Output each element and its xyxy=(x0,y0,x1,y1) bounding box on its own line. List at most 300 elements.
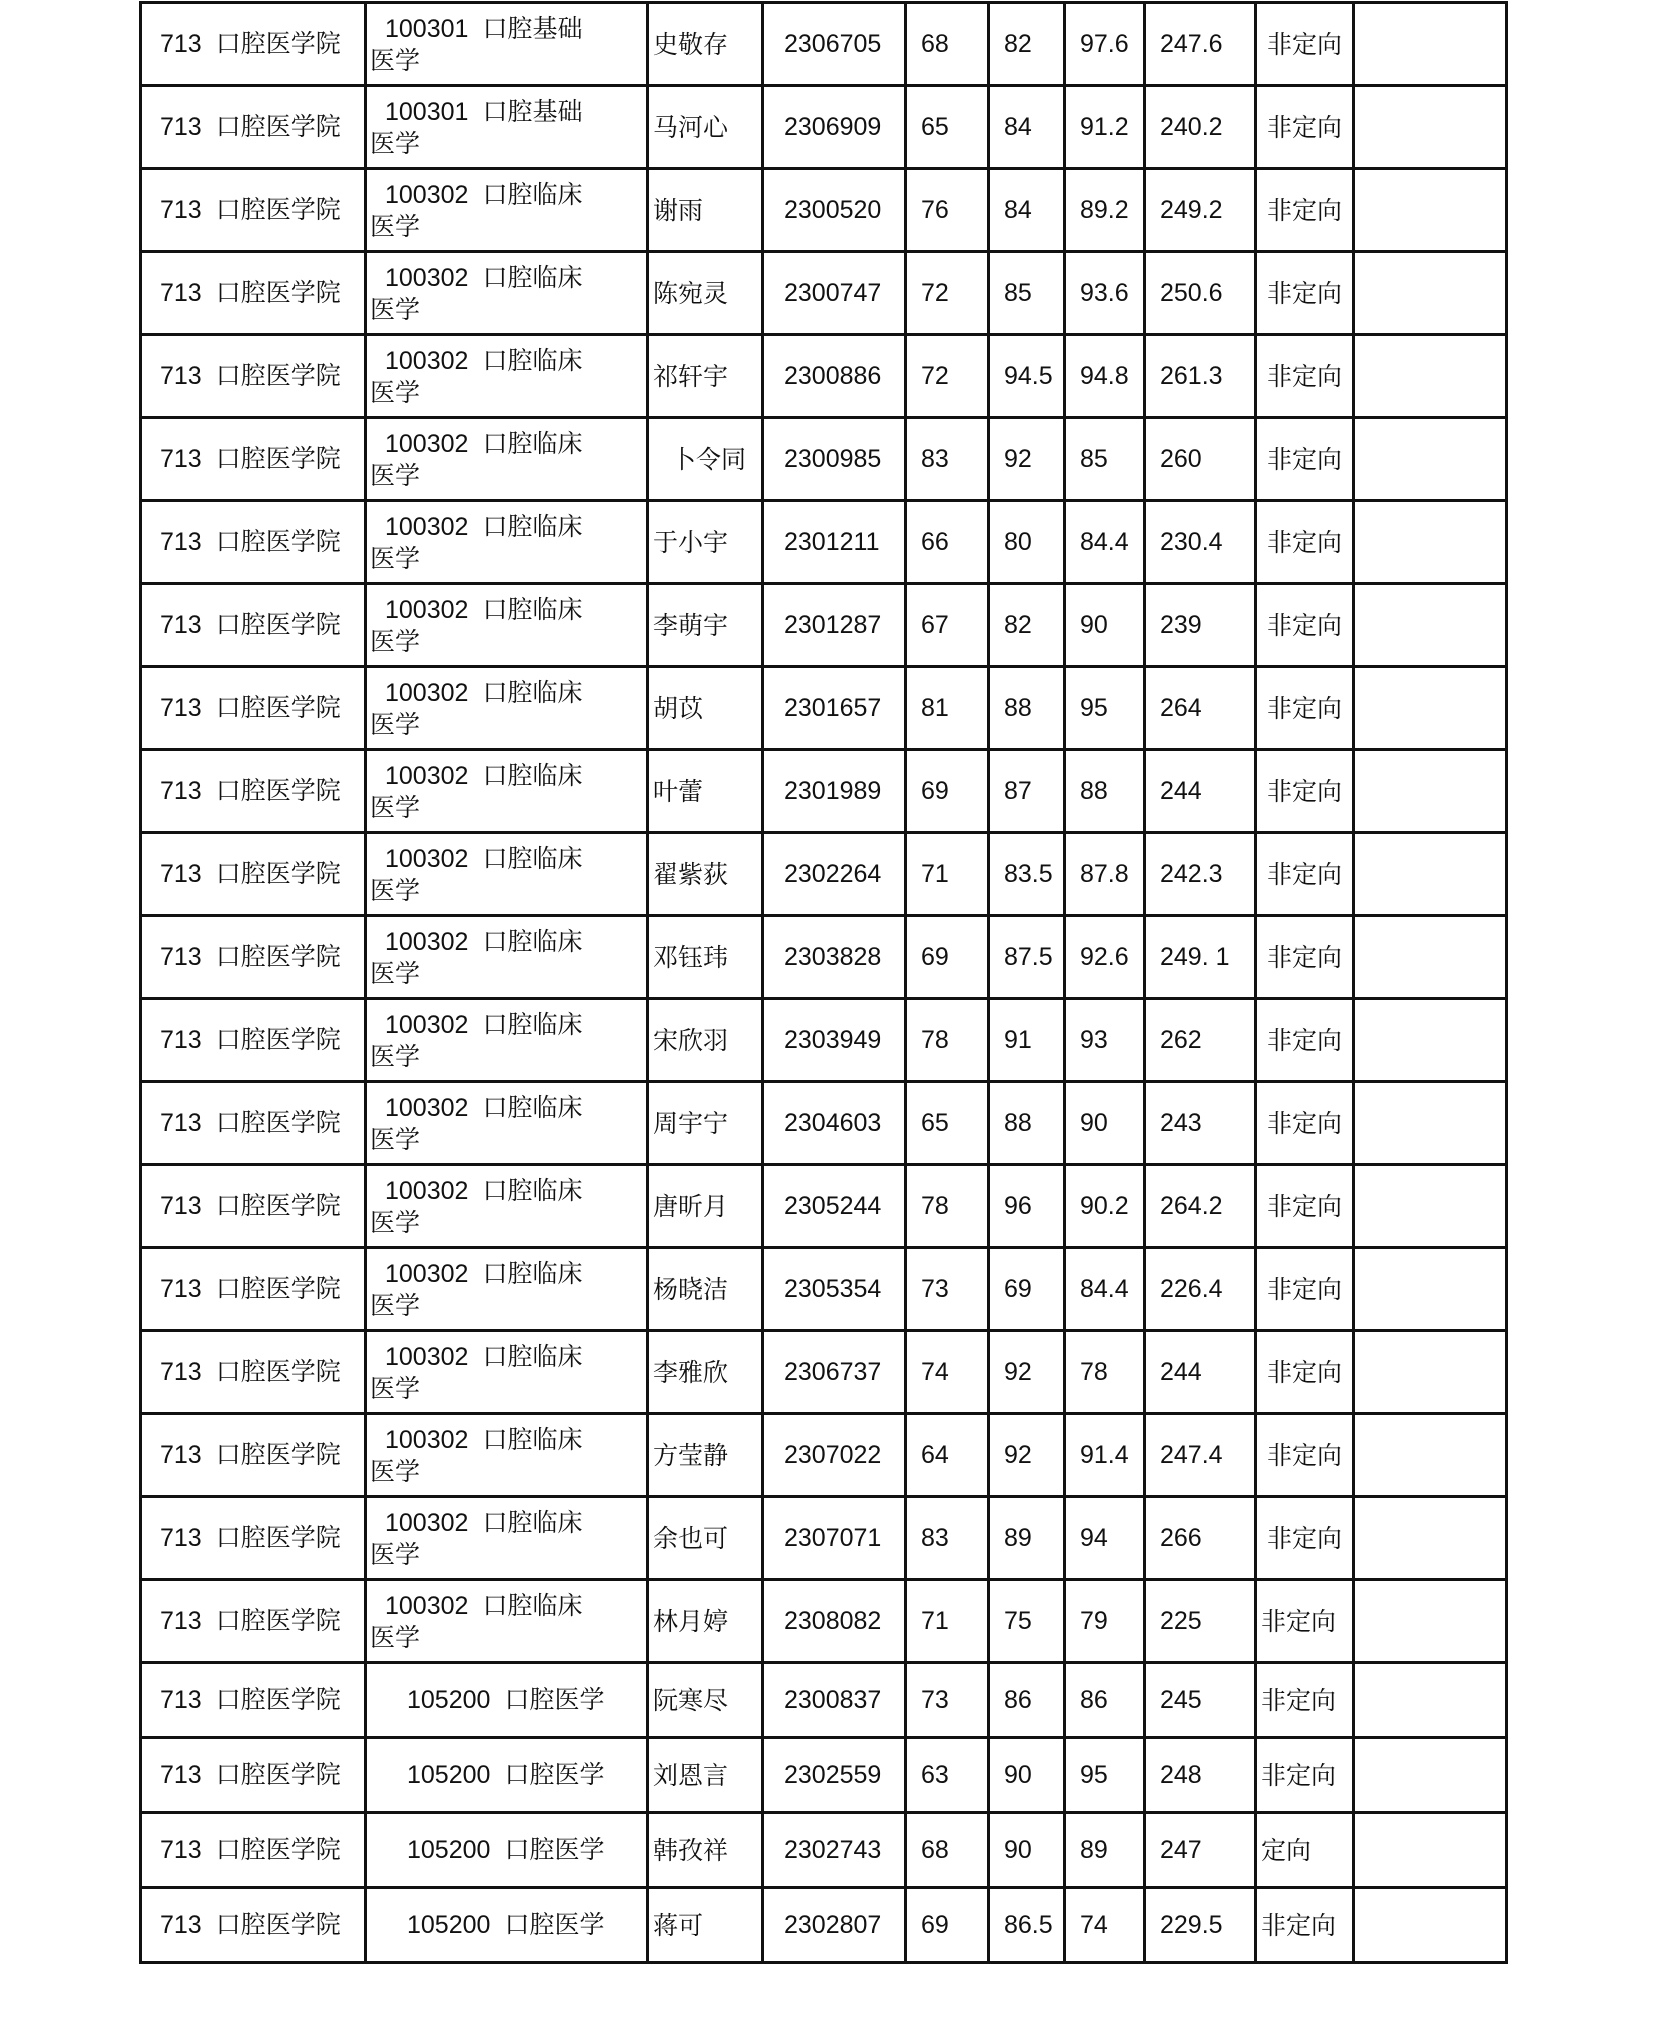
dept-name: 口腔医学院 xyxy=(215,1191,341,1220)
major-name-line1: 口腔临床 xyxy=(482,1424,583,1454)
score-1: 68 xyxy=(906,3,989,86)
major-name-line1: 口腔医学 xyxy=(504,1910,605,1939)
remark-cell xyxy=(1354,584,1507,667)
score-2: 69 xyxy=(989,1248,1065,1331)
enrollment-type: 非定向 xyxy=(1256,584,1354,667)
dept-cell xyxy=(141,1663,366,1738)
major-code: 100302 xyxy=(385,844,469,873)
dept-code: 713 xyxy=(160,1358,202,1386)
student-name: 于小宇 xyxy=(648,501,763,584)
exam-id: 2300747 xyxy=(763,252,906,335)
student-name: 谢雨 xyxy=(648,169,763,252)
total-score: 262 xyxy=(1145,999,1256,1082)
remark-cell xyxy=(1354,1082,1507,1165)
table-row xyxy=(141,501,1507,584)
student-name: 胡苡 xyxy=(648,667,763,750)
major-name-line1: 口腔基础 xyxy=(482,13,583,43)
major-code: 100302 xyxy=(385,180,469,209)
student-name: 邓钰玮 xyxy=(648,916,763,999)
remark-cell xyxy=(1354,418,1507,501)
dept-cell xyxy=(141,169,366,252)
major-cell xyxy=(366,1248,648,1331)
score-3: 94.8 xyxy=(1065,335,1145,418)
major-cell xyxy=(366,1165,648,1248)
score-2: 92 xyxy=(989,1414,1065,1497)
major-code: 100302 xyxy=(385,1259,469,1288)
score-1: 66 xyxy=(906,501,989,584)
dept-code: 713 xyxy=(160,528,202,556)
major-cell xyxy=(366,501,648,584)
score-1: 83 xyxy=(906,418,989,501)
dept-cell xyxy=(141,252,366,335)
major-cell xyxy=(366,335,648,418)
score-3: 84.4 xyxy=(1065,501,1145,584)
dept-code: 713 xyxy=(160,1192,202,1220)
table-row xyxy=(141,169,1507,252)
major-name-line2: 医学 xyxy=(370,1290,421,1320)
major-name-line2: 医学 xyxy=(370,1539,421,1569)
remark-cell xyxy=(1354,1497,1507,1580)
total-score: 239 xyxy=(1145,584,1256,667)
major-cell xyxy=(366,833,648,916)
dept-code: 713 xyxy=(160,1524,202,1552)
admission-score-table xyxy=(139,1,1508,1964)
dept-code: 713 xyxy=(160,1275,202,1303)
dept-cell xyxy=(141,667,366,750)
dept-code: 713 xyxy=(160,30,202,58)
enrollment-type: 非定向 xyxy=(1256,86,1354,169)
dept-code: 713 xyxy=(160,1686,202,1714)
dept-name: 口腔医学院 xyxy=(215,859,341,888)
major-name-line2: 医学 xyxy=(370,1373,421,1403)
major-name-line1: 口腔临床 xyxy=(482,1258,583,1288)
score-1: 73 xyxy=(906,1248,989,1331)
major-name-line2: 医学 xyxy=(370,128,421,158)
total-score: 260 xyxy=(1145,418,1256,501)
enrollment-type: 非定向 xyxy=(1256,1888,1354,1963)
dept-cell xyxy=(141,1248,366,1331)
major-name-line2: 医学 xyxy=(370,709,421,739)
major-cell xyxy=(366,750,648,833)
score-2: 96 xyxy=(989,1165,1065,1248)
dept-code: 713 xyxy=(160,1836,202,1864)
score-1: 76 xyxy=(906,169,989,252)
table-row xyxy=(141,584,1507,667)
dept-cell xyxy=(141,1888,366,1963)
major-cell xyxy=(366,1082,648,1165)
score-2: 84 xyxy=(989,86,1065,169)
major-name-line2: 医学 xyxy=(370,1124,421,1154)
major-cell xyxy=(366,916,648,999)
dept-code: 713 xyxy=(160,694,202,722)
exam-id: 2300520 xyxy=(763,169,906,252)
dept-name: 口腔医学院 xyxy=(215,1523,341,1552)
score-1: 83 xyxy=(906,1497,989,1580)
dept-cell xyxy=(141,1813,366,1888)
total-score: 245 xyxy=(1145,1663,1256,1738)
enrollment-type: 非定向 xyxy=(1256,1497,1354,1580)
exam-id: 2301989 xyxy=(763,750,906,833)
exam-id: 2305244 xyxy=(763,1165,906,1248)
remark-cell xyxy=(1354,916,1507,999)
score-3: 89 xyxy=(1065,1813,1145,1888)
major-code: 100302 xyxy=(385,761,469,790)
enrollment-type: 非定向 xyxy=(1256,999,1354,1082)
major-cell xyxy=(366,1331,648,1414)
table-row xyxy=(141,1888,1507,1963)
table-row xyxy=(141,1663,1507,1738)
score-2: 88 xyxy=(989,667,1065,750)
major-name-line1: 口腔临床 xyxy=(482,677,583,707)
exam-id: 2301287 xyxy=(763,584,906,667)
dept-code: 713 xyxy=(160,362,202,390)
student-name: 陈宛灵 xyxy=(648,252,763,335)
major-name-line1: 口腔临床 xyxy=(482,428,583,458)
major-cell xyxy=(366,1580,648,1663)
student-name: 余也可 xyxy=(648,1497,763,1580)
dept-name: 口腔医学院 xyxy=(215,1835,341,1864)
dept-cell xyxy=(141,86,366,169)
exam-id: 2301211 xyxy=(763,501,906,584)
student-name: 刘恩言 xyxy=(648,1738,763,1813)
total-score: 230.4 xyxy=(1145,501,1256,584)
major-name-line1: 口腔临床 xyxy=(482,1175,583,1205)
remark-cell xyxy=(1354,1888,1507,1963)
total-score: 243 xyxy=(1145,1082,1256,1165)
table-row xyxy=(141,1082,1507,1165)
dept-name: 口腔医学院 xyxy=(215,1025,341,1054)
score-3: 91.2 xyxy=(1065,86,1145,169)
dept-cell xyxy=(141,1497,366,1580)
remark-cell xyxy=(1354,501,1507,584)
dept-name: 口腔医学院 xyxy=(215,610,341,639)
enrollment-type: 非定向 xyxy=(1256,667,1354,750)
enrollment-type: 非定向 xyxy=(1256,169,1354,252)
total-score: 226.4 xyxy=(1145,1248,1256,1331)
major-name-line1: 口腔临床 xyxy=(482,1092,583,1122)
score-2: 85 xyxy=(989,252,1065,335)
major-code: 105200 xyxy=(407,1686,491,1714)
major-code: 100302 xyxy=(385,1425,469,1454)
major-cell xyxy=(366,169,648,252)
table-row xyxy=(141,667,1507,750)
major-name-line1: 口腔基础 xyxy=(482,96,583,126)
major-cell xyxy=(366,1663,648,1738)
dept-name: 口腔医学院 xyxy=(215,527,341,556)
dept-code: 713 xyxy=(160,445,202,473)
total-score: 249.2 xyxy=(1145,169,1256,252)
dept-code: 713 xyxy=(160,1441,202,1469)
dept-name: 口腔医学院 xyxy=(215,1440,341,1469)
score-2: 86 xyxy=(989,1663,1065,1738)
major-name-line1: 口腔医学 xyxy=(504,1685,605,1714)
student-name: 周宇宁 xyxy=(648,1082,763,1165)
major-code: 100302 xyxy=(385,678,469,707)
exam-id: 2300837 xyxy=(763,1663,906,1738)
student-name: 蒋可 xyxy=(648,1888,763,1963)
dept-cell xyxy=(141,418,366,501)
score-2: 75 xyxy=(989,1580,1065,1663)
major-code: 100302 xyxy=(385,429,469,458)
enrollment-type: 非定向 xyxy=(1256,252,1354,335)
dept-cell xyxy=(141,1165,366,1248)
remark-cell xyxy=(1354,750,1507,833)
remark-cell xyxy=(1354,1813,1507,1888)
student-name: 马河心 xyxy=(648,86,763,169)
major-name-line2: 医学 xyxy=(370,1456,421,1486)
exam-id: 2303828 xyxy=(763,916,906,999)
remark-cell xyxy=(1354,1165,1507,1248)
dept-name: 口腔医学院 xyxy=(215,29,341,58)
score-2: 88 xyxy=(989,1082,1065,1165)
dept-cell xyxy=(141,501,366,584)
score-2: 91 xyxy=(989,999,1065,1082)
total-score: 264.2 xyxy=(1145,1165,1256,1248)
dept-cell xyxy=(141,1082,366,1165)
remark-cell xyxy=(1354,1248,1507,1331)
total-score: 229.5 xyxy=(1145,1888,1256,1963)
enrollment-type: 非定向 xyxy=(1256,750,1354,833)
exam-id: 2306737 xyxy=(763,1331,906,1414)
dept-cell xyxy=(141,584,366,667)
enrollment-type: 非定向 xyxy=(1256,1248,1354,1331)
student-name: 杨晓洁 xyxy=(648,1248,763,1331)
major-name-line1: 口腔临床 xyxy=(482,1507,583,1537)
score-3: 86 xyxy=(1065,1663,1145,1738)
total-score: 247.4 xyxy=(1145,1414,1256,1497)
score-1: 67 xyxy=(906,584,989,667)
dept-code: 713 xyxy=(160,279,202,307)
score-2: 82 xyxy=(989,584,1065,667)
table-row xyxy=(141,1738,1507,1813)
major-cell xyxy=(366,418,648,501)
student-name: 林月婷 xyxy=(648,1580,763,1663)
student-name: 唐昕月 xyxy=(648,1165,763,1248)
total-score: 249. 1 xyxy=(1145,916,1256,999)
major-cell xyxy=(366,1497,648,1580)
major-cell xyxy=(366,999,648,1082)
exam-id: 2308082 xyxy=(763,1580,906,1663)
score-1: 71 xyxy=(906,1580,989,1663)
score-3: 74 xyxy=(1065,1888,1145,1963)
dept-cell xyxy=(141,1738,366,1813)
enrollment-type: 非定向 xyxy=(1256,1580,1354,1663)
major-code: 100302 xyxy=(385,927,469,956)
major-code: 100302 xyxy=(385,1093,469,1122)
dept-name: 口腔医学院 xyxy=(215,942,341,971)
major-name-line1: 口腔临床 xyxy=(482,1590,583,1620)
score-1: 65 xyxy=(906,86,989,169)
major-name-line2: 医学 xyxy=(370,543,421,573)
score-2: 90 xyxy=(989,1738,1065,1813)
enrollment-type: 非定向 xyxy=(1256,1331,1354,1414)
dept-name: 口腔医学院 xyxy=(215,1357,341,1386)
dept-cell xyxy=(141,3,366,86)
total-score: 240.2 xyxy=(1145,86,1256,169)
major-name-line2: 医学 xyxy=(370,626,421,656)
major-code: 100302 xyxy=(385,512,469,541)
major-code: 100302 xyxy=(385,595,469,624)
student-name: 韩孜祥 xyxy=(648,1813,763,1888)
dept-code: 713 xyxy=(160,1911,202,1939)
exam-id: 2307022 xyxy=(763,1414,906,1497)
major-code: 100301 xyxy=(385,97,469,126)
major-code: 105200 xyxy=(407,1911,491,1939)
score-2: 92 xyxy=(989,1331,1065,1414)
student-name: 卜令同 xyxy=(648,418,763,501)
score-2: 87 xyxy=(989,750,1065,833)
major-name-line2: 医学 xyxy=(370,958,421,988)
score-2: 87.5 xyxy=(989,916,1065,999)
major-name-line1: 口腔临床 xyxy=(482,843,583,873)
dept-name: 口腔医学院 xyxy=(215,278,341,307)
table-row xyxy=(141,1331,1507,1414)
major-cell xyxy=(366,1888,648,1963)
table-row xyxy=(141,1497,1507,1580)
total-score: 244 xyxy=(1145,750,1256,833)
student-name: 李萌宇 xyxy=(648,584,763,667)
table-row xyxy=(141,999,1507,1082)
major-name-line2: 医学 xyxy=(370,460,421,490)
dept-name: 口腔医学院 xyxy=(215,1606,341,1635)
table-row xyxy=(141,335,1507,418)
major-name-line2: 医学 xyxy=(370,792,421,822)
total-score: 261.3 xyxy=(1145,335,1256,418)
student-name: 李雅欣 xyxy=(648,1331,763,1414)
major-code: 105200 xyxy=(407,1836,491,1864)
major-name-line2: 医学 xyxy=(370,211,421,241)
table-row xyxy=(141,418,1507,501)
dept-name: 口腔医学院 xyxy=(215,1274,341,1303)
score-1: 71 xyxy=(906,833,989,916)
enrollment-type: 非定向 xyxy=(1256,418,1354,501)
major-name-line2: 医学 xyxy=(370,1207,421,1237)
table-row xyxy=(141,86,1507,169)
total-score: 225 xyxy=(1145,1580,1256,1663)
score-1: 78 xyxy=(906,1165,989,1248)
exam-id: 2306705 xyxy=(763,3,906,86)
exam-id: 2302559 xyxy=(763,1738,906,1813)
score-3: 85 xyxy=(1065,418,1145,501)
dept-name: 口腔医学院 xyxy=(215,1910,341,1939)
enrollment-type: 非定向 xyxy=(1256,916,1354,999)
major-name-line1: 口腔临床 xyxy=(482,926,583,956)
major-code: 100302 xyxy=(385,1591,469,1620)
student-name: 叶蕾 xyxy=(648,750,763,833)
remark-cell xyxy=(1354,999,1507,1082)
remark-cell xyxy=(1354,1738,1507,1813)
dept-name: 口腔医学院 xyxy=(215,444,341,473)
major-name-line2: 医学 xyxy=(370,45,421,75)
dept-name: 口腔医学院 xyxy=(215,361,341,390)
score-2: 90 xyxy=(989,1813,1065,1888)
remark-cell xyxy=(1354,1414,1507,1497)
score-1: 72 xyxy=(906,252,989,335)
score-3: 94 xyxy=(1065,1497,1145,1580)
remark-cell xyxy=(1354,86,1507,169)
major-code: 100302 xyxy=(385,346,469,375)
score-3: 97.6 xyxy=(1065,3,1145,86)
enrollment-type: 非定向 xyxy=(1256,1165,1354,1248)
enrollment-type: 非定向 xyxy=(1256,833,1354,916)
dept-cell xyxy=(141,335,366,418)
dept-code: 713 xyxy=(160,943,202,971)
major-name-line1: 口腔医学 xyxy=(504,1835,605,1864)
score-1: 63 xyxy=(906,1738,989,1813)
major-name-line2: 医学 xyxy=(370,1622,421,1652)
major-name-line2: 医学 xyxy=(370,1041,421,1071)
score-3: 95 xyxy=(1065,667,1145,750)
score-3: 90 xyxy=(1065,1082,1145,1165)
exam-id: 2307071 xyxy=(763,1497,906,1580)
major-name-line1: 口腔临床 xyxy=(482,345,583,375)
major-code: 100302 xyxy=(385,1508,469,1537)
dept-name: 口腔医学院 xyxy=(215,1108,341,1137)
student-name: 宋欣羽 xyxy=(648,999,763,1082)
dept-code: 713 xyxy=(160,196,202,224)
score-3: 90 xyxy=(1065,584,1145,667)
total-score: 247 xyxy=(1145,1813,1256,1888)
remark-cell xyxy=(1354,833,1507,916)
score-1: 72 xyxy=(906,335,989,418)
student-name: 翟紫荻 xyxy=(648,833,763,916)
enrollment-type: 非定向 xyxy=(1256,1414,1354,1497)
score-3: 89.2 xyxy=(1065,169,1145,252)
dept-cell xyxy=(141,999,366,1082)
dept-cell xyxy=(141,1580,366,1663)
total-score: 250.6 xyxy=(1145,252,1256,335)
score-2: 83.5 xyxy=(989,833,1065,916)
enrollment-type: 非定向 xyxy=(1256,501,1354,584)
dept-code: 713 xyxy=(160,1761,202,1789)
score-2: 86.5 xyxy=(989,1888,1065,1963)
dept-code: 713 xyxy=(160,1026,202,1054)
dept-cell xyxy=(141,833,366,916)
score-2: 84 xyxy=(989,169,1065,252)
exam-id: 2302807 xyxy=(763,1888,906,1963)
remark-cell xyxy=(1354,1331,1507,1414)
remark-cell xyxy=(1354,169,1507,252)
remark-cell xyxy=(1354,252,1507,335)
score-3: 95 xyxy=(1065,1738,1145,1813)
major-cell xyxy=(366,1414,648,1497)
score-3: 87.8 xyxy=(1065,833,1145,916)
score-1: 64 xyxy=(906,1414,989,1497)
score-2: 80 xyxy=(989,501,1065,584)
exam-id: 2300985 xyxy=(763,418,906,501)
major-name-line1: 口腔临床 xyxy=(482,760,583,790)
major-code: 100302 xyxy=(385,1010,469,1039)
major-name-line1: 口腔临床 xyxy=(482,1009,583,1039)
dept-cell xyxy=(141,750,366,833)
remark-cell xyxy=(1354,1580,1507,1663)
dept-code: 713 xyxy=(160,777,202,805)
table-row xyxy=(141,750,1507,833)
remark-cell xyxy=(1354,3,1507,86)
score-3: 93 xyxy=(1065,999,1145,1082)
major-name-line2: 医学 xyxy=(370,294,421,324)
score-1: 74 xyxy=(906,1331,989,1414)
student-name: 阮寒尽 xyxy=(648,1663,763,1738)
score-3: 90.2 xyxy=(1065,1165,1145,1248)
remark-cell xyxy=(1354,1663,1507,1738)
score-3: 91.4 xyxy=(1065,1414,1145,1497)
table-row xyxy=(141,1813,1507,1888)
dept-cell xyxy=(141,1414,366,1497)
remark-cell xyxy=(1354,667,1507,750)
dept-code: 713 xyxy=(160,113,202,141)
total-score: 247.6 xyxy=(1145,3,1256,86)
